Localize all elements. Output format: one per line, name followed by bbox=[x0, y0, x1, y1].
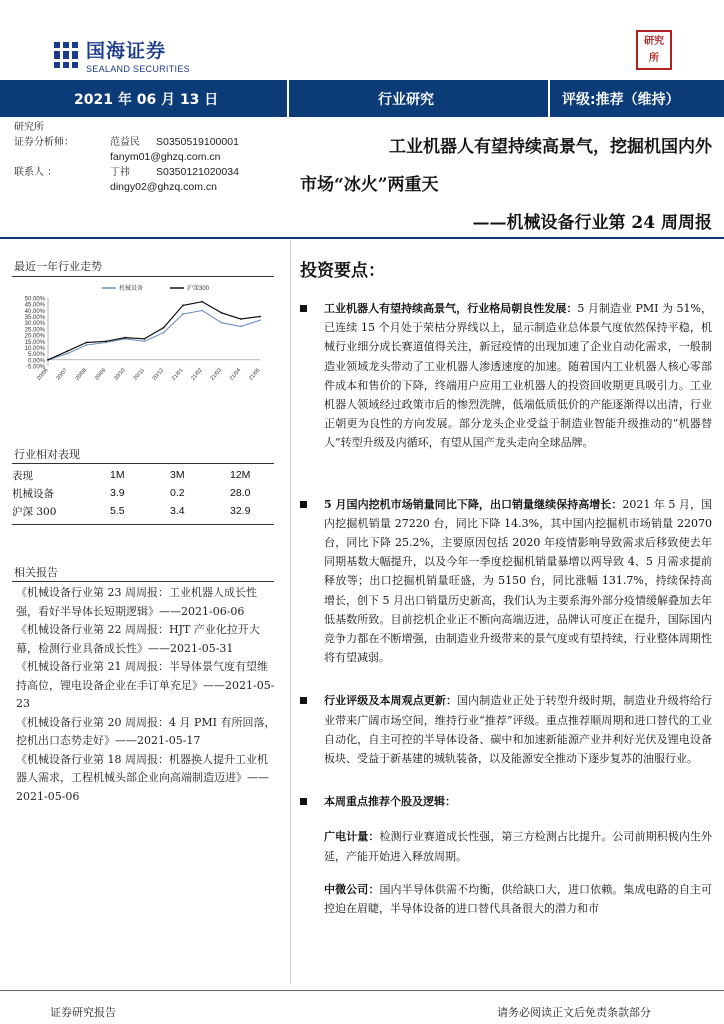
legend-label: 机械设备 bbox=[119, 286, 144, 292]
analyst-info bbox=[14, 120, 239, 195]
data-point bbox=[221, 322, 223, 324]
table-cell: 28.0 bbox=[230, 487, 251, 499]
highlight-point bbox=[300, 792, 712, 811]
series-line-csi300 bbox=[48, 302, 260, 360]
analyst-row bbox=[14, 135, 239, 150]
bullet-icon bbox=[300, 501, 307, 508]
point-heading: 行业评级及本周观点更新： bbox=[324, 694, 458, 708]
legend-label: 沪深300 bbox=[187, 286, 210, 292]
y-tick-label: 20.00% bbox=[24, 333, 45, 340]
stock-pick bbox=[300, 880, 712, 918]
y-tick-label: -5.00% bbox=[25, 364, 45, 371]
logo-cn-text: 国海证券 bbox=[86, 40, 167, 62]
y-tick-label: 0.00% bbox=[27, 358, 45, 365]
y-tick-label: 25.00% bbox=[24, 327, 45, 334]
section-rule bbox=[12, 524, 274, 525]
data-point bbox=[221, 312, 223, 314]
y-tick-label: 30.00% bbox=[24, 321, 45, 328]
x-tick-label: 21/03 bbox=[209, 367, 223, 382]
data-point bbox=[259, 319, 261, 321]
seal-line-2: 所 bbox=[649, 53, 659, 64]
highlight-point bbox=[300, 691, 712, 768]
point-text: 5 月制造业 PMI 为 51%，已连续 15 个月处于荣枯分界线以上，显示制造业总体景气度依然保持平稳，机械行业细分成长赛道值得关注，新冠疫情的出现加速了企业自动化需求，一般制造业领域龙头带动了工业机器人渗透速度的加速。随着国内工业机器人核心零部件成本和售价的下降，终端用户应用工业机器人的投资回收期更具吸引力。工业机器人领域经过政策市后的惨烈洗牌，低端低质低价的产能逐渐得以出清，行业正朝更为良性的方向发展。部分龙头企业受益于制造业智能升级推动的“机器替人”转型升级及内循环，有望从国产龙头走向全球品牌。 bbox=[324, 302, 712, 450]
data-point bbox=[47, 359, 49, 361]
section-rule bbox=[12, 581, 274, 582]
title-line-3: ——机械设备行业第 24 周周报 bbox=[472, 213, 712, 233]
data-point bbox=[163, 327, 165, 329]
table-header-cell: 表现 bbox=[12, 469, 33, 482]
point-heading: 5 月国内挖机市场销量同比下降，出口销量继续保持高增长： bbox=[324, 497, 623, 511]
data-point bbox=[201, 301, 203, 303]
title-line-2: 市场“冰火”两重天 bbox=[300, 175, 439, 195]
stock-name: 广电计量： bbox=[324, 830, 380, 844]
x-tick-label: 20/11 bbox=[132, 367, 146, 382]
footer-rule bbox=[0, 990, 724, 991]
data-point bbox=[124, 337, 126, 339]
y-tick-label: 50.00% bbox=[24, 296, 45, 303]
header-bar bbox=[0, 80, 724, 117]
bar-separator bbox=[287, 80, 289, 117]
table-cell: 沪深 300 bbox=[12, 505, 57, 518]
table-cell: 3.4 bbox=[170, 505, 185, 517]
table-cell: 5.5 bbox=[110, 505, 125, 517]
table-header-cell: 3M bbox=[170, 469, 185, 481]
report-date: 2021 年 06 月 13 日 bbox=[74, 92, 219, 108]
analyst-name: 范益民 bbox=[110, 137, 140, 148]
x-tick-label: 20/07 bbox=[55, 367, 69, 382]
data-point bbox=[259, 316, 261, 318]
section-rule bbox=[12, 276, 274, 277]
performance-title: 行业相对表现 bbox=[14, 448, 80, 461]
x-tick-label: 20/10 bbox=[113, 367, 127, 382]
y-tick-label: 5.00% bbox=[27, 352, 45, 359]
footer-left-text: 证券研究报告 bbox=[50, 1006, 116, 1019]
point-heading: 工业机器人有望持续高景气，行业格局朝良性发展： bbox=[324, 302, 578, 315]
table-header-row bbox=[12, 466, 274, 484]
y-tick-label: 45.00% bbox=[24, 302, 45, 309]
table-header-cell: 1M bbox=[110, 469, 125, 481]
y-tick-label: 10.00% bbox=[24, 345, 45, 352]
data-point bbox=[240, 318, 242, 320]
performance-table bbox=[12, 466, 274, 520]
logo-en-text: SEALAND SECURITIES bbox=[86, 64, 190, 74]
report-title bbox=[300, 128, 712, 242]
data-point bbox=[86, 344, 88, 346]
analyst-email[interactable]: fanym01@ghzq.com.cn bbox=[110, 151, 221, 163]
related-report-link[interactable]: 《机械设备行业第 20 周周报：4 月 PMI 有所回落，挖机出口态势走好》——2021-05-17 bbox=[16, 715, 276, 747]
data-point bbox=[105, 340, 107, 342]
bullet-icon bbox=[300, 798, 307, 805]
footer-disclaimer: 请务必阅读正文后免责条款部分 bbox=[497, 1006, 651, 1019]
trend-title: 最近一年行业走势 bbox=[14, 260, 102, 273]
contact-email[interactable]: dingy02@ghzq.com.cn bbox=[110, 181, 217, 193]
contact-name: 丁祎 bbox=[110, 167, 130, 178]
related-report-link[interactable]: 《机械设备行业第 23 周周报：工业机器人成长性强，看好半导体长短期逻辑》——2021-06-06 bbox=[16, 586, 257, 618]
stock-name: 中微公司： bbox=[324, 882, 380, 896]
y-tick-label: 15.00% bbox=[24, 339, 45, 346]
table-row bbox=[12, 484, 274, 502]
x-tick-label: 21/01 bbox=[170, 367, 185, 382]
table-row bbox=[12, 502, 274, 520]
institute-label: 研究所 bbox=[14, 122, 44, 133]
main-content bbox=[300, 256, 712, 918]
table-cell: 机械设备 bbox=[12, 487, 54, 500]
x-tick-label: 21/04 bbox=[228, 367, 243, 382]
table-cell: 3.9 bbox=[110, 487, 125, 499]
related-report-link[interactable]: 《机械设备行业第 22 周周报：HJT 产业化拉开大幕，检测行业具备成长性》——2021-05-31 bbox=[16, 623, 260, 655]
investment-highlights-heading: 投资要点： bbox=[300, 261, 385, 281]
data-point bbox=[86, 342, 88, 344]
industry-trend-chart bbox=[12, 282, 274, 392]
sealand-logo-icon bbox=[52, 40, 80, 70]
stock-pick bbox=[300, 827, 712, 865]
related-reports-list bbox=[16, 584, 278, 806]
contact-label: 联系人 ： bbox=[14, 167, 58, 178]
header-divider bbox=[0, 237, 724, 239]
data-point bbox=[182, 313, 184, 315]
x-tick-label: 20/12 bbox=[151, 367, 166, 382]
company-logo bbox=[52, 36, 190, 74]
industry-rating: 评级:推荐（维持） bbox=[562, 92, 680, 108]
title-line-1: 工业机器人有望持续高景气，挖掘机国内外 bbox=[389, 137, 712, 157]
analyst-id: S0350519100001 bbox=[156, 136, 239, 148]
table-cell: 32.9 bbox=[230, 505, 251, 517]
seal-line-1: 研究 bbox=[644, 36, 664, 47]
reports-title: 相关报告 bbox=[14, 566, 58, 579]
highlight-point bbox=[300, 299, 712, 453]
highlight-point bbox=[300, 495, 712, 668]
bullet-icon bbox=[300, 697, 307, 704]
data-point bbox=[66, 353, 68, 355]
table-header-cell: 12M bbox=[230, 469, 251, 481]
table-cell: 0.2 bbox=[170, 487, 185, 499]
x-tick-label: 20/09 bbox=[93, 367, 108, 382]
data-point bbox=[163, 332, 165, 334]
column-divider bbox=[290, 240, 291, 984]
series-line-machinery bbox=[48, 310, 260, 359]
stock-text: 国内半导体供需不均衡，供给缺口大，进口依赖。集成电路的自主可控迫在眉睫，半导体设备的进口替代具备很大的潜力和市 bbox=[324, 882, 713, 916]
data-point bbox=[182, 305, 184, 307]
contact-row bbox=[14, 165, 239, 180]
stock-text: 检测行业赛道成长性强，第三方检测占比提升。公司前期积极内生外延，产能开始进入释放周期。 bbox=[324, 830, 713, 863]
data-point bbox=[66, 350, 68, 352]
x-tick-label: 20/08 bbox=[74, 367, 89, 382]
related-report-link[interactable]: 《机械设备行业第 21 周周报：半导体景气度有望维持高位，锂电设备企业在手订单充足》——2021-05-23 bbox=[16, 660, 275, 710]
bar-separator bbox=[548, 80, 550, 117]
bullet-icon bbox=[300, 305, 307, 312]
report-category: 行业研究 bbox=[378, 92, 434, 108]
section-rule bbox=[12, 463, 274, 464]
data-point bbox=[201, 309, 203, 311]
contact-id: S0350121020034 bbox=[156, 166, 239, 178]
data-point bbox=[143, 340, 145, 342]
y-tick-label: 35.00% bbox=[24, 315, 45, 322]
x-tick-label: 20/06 bbox=[36, 367, 50, 382]
y-tick-label: 40.00% bbox=[24, 308, 45, 315]
point-text: 国内制造业正处于转型升级时期，制造业升级将给行业带来广阔市场空间，维持行业“推荐”评级。重点推荐顺周期和进口替代的工业自动化，自主可控的半导体设备、碳中和加速新能源产业并利好光伏及锂电设备板块、受益于新基建的城轨装备，以及能源安全推动下逐步复苏的油服行业。 bbox=[324, 694, 713, 766]
point-heading: 本周重点推荐个股及逻辑： bbox=[324, 795, 456, 809]
analyst-label: 证券分析师： bbox=[14, 137, 74, 148]
data-point bbox=[240, 326, 242, 328]
x-tick-label: 21/05 bbox=[248, 367, 262, 382]
related-report-link[interactable]: 《机械设备行业第 18 周周报：机器换人提升工业机器人需求，工程机械头部企业向高端制造迈进》——2021-05-06 bbox=[16, 752, 269, 803]
research-seal-icon bbox=[636, 30, 672, 70]
x-tick-label: 21/02 bbox=[190, 367, 204, 382]
data-point bbox=[143, 338, 145, 340]
point-text: 2021 年 5 月，国内挖掘机销量 27220 台，同比下降 14.3%，其中国内挖掘机市场销量 22070 台，同比下降 25.2%，主要原因包括 2020 年疫情影响导致需求后移致使去年同期基数大幅提升，以及今年一季度挖掘机销量暴增以两导致 4、5 月需求提前释放等；出口挖掘机销量旺盛，为 5150 台，同比涨幅 131.7%，持续保持高增长，创下 5 月出口销量历史新高，我们认为主要系海外部分疫情缓解叠加去年低基数所致。目前挖机企业正不断向高端迈进，品牌认可度正在提升，国际国内竞争力都在不断增强，由制造业升级带来的景气度或有望持续，行业整体周期性将有望减弱。 bbox=[324, 497, 712, 665]
